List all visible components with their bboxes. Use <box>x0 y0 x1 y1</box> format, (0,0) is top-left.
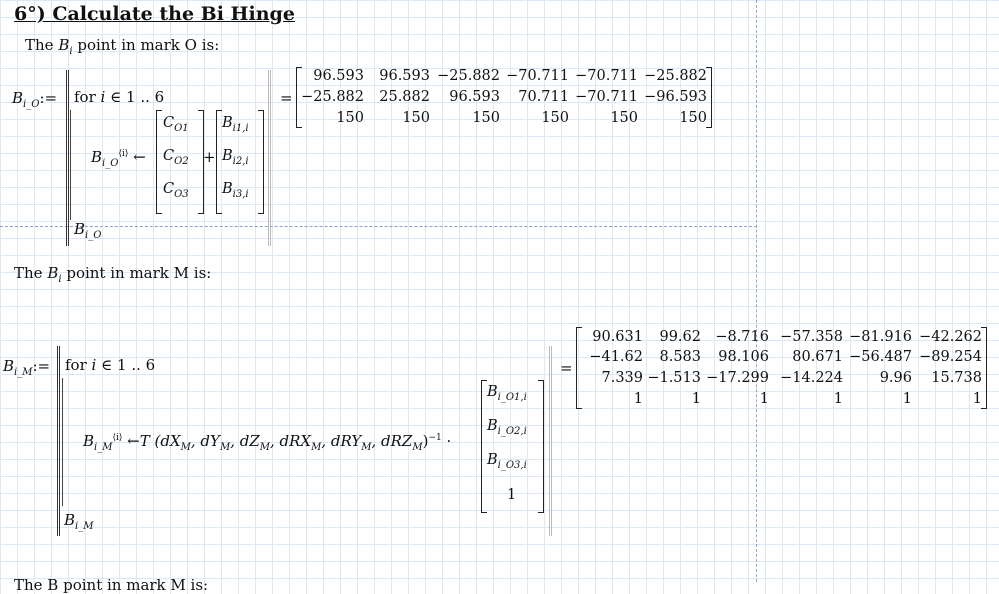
sec1-result-cell: 150 <box>336 110 364 126</box>
sec1-result-cell: 70.711 <box>518 89 569 105</box>
sec1-result-cell: 25.882 <box>379 89 430 105</box>
sec1-program-bar <box>66 70 69 246</box>
sec1-result-cell: −25.882 <box>437 68 500 84</box>
sec2-return[interactable]: $B_{i\_M}$ <box>64 511 94 532</box>
sec2-body-expr[interactable]: $B_{i\_M}^{⟨i⟩}$ ←T ($dX_M$, $dY_M$, $dZ_M$, dRX$_M$, dRY$_M$, dRZ$_M$)$^{-1}$ · <box>83 432 452 453</box>
sec2-vec-bracket-right <box>538 380 544 513</box>
sec1-result-cell: −70.711 <box>575 68 638 84</box>
sec2-result-cell: 80.671 <box>792 349 843 365</box>
sec1-cvec-bracket-left <box>156 110 162 214</box>
sec2-result-cell: 1 <box>759 391 769 407</box>
sec2-result-cell: −14.224 <box>780 370 843 386</box>
sec1-for-line[interactable]: for i ∈ 1 .. 6 <box>74 88 165 106</box>
sec1-return[interactable]: $B_{i\_O}$ <box>74 220 102 241</box>
sec2-result-cell: −17.299 <box>706 370 769 386</box>
sec1-equals: = <box>280 89 293 107</box>
sec2-region-bar <box>549 346 552 536</box>
sec2-result-cell: 8.583 <box>659 349 701 365</box>
sec2-result-cell: 99.62 <box>659 329 701 345</box>
sec2-result-cell: −8.716 <box>715 329 769 345</box>
sec2-equals: = <box>560 359 573 377</box>
sec2-result-cell: 9.96 <box>879 370 912 386</box>
sec2-program-bar <box>57 346 60 536</box>
sec2-result-cell: 1 <box>833 391 843 407</box>
sec1-plus: + <box>203 148 216 166</box>
sec1-result-cell: 96.593 <box>379 68 430 84</box>
sec2-result-cell: −42.262 <box>919 329 982 345</box>
sec1-loop-bar <box>70 110 71 220</box>
sec2-result-cell: 1 <box>902 391 912 407</box>
sec2-result-cell: −89.254 <box>919 349 982 365</box>
sec2-result-cell: −81.916 <box>849 329 912 345</box>
sec2-vec-cell: $B_{i\_O2,i}$ <box>487 418 527 437</box>
page-break-line <box>0 226 757 227</box>
sec1-result-cell: 150 <box>541 110 569 126</box>
sec2-vec-cell: $B_{i\_O3,i}$ <box>487 452 527 471</box>
sec2-result-cell: 98.106 <box>718 349 769 365</box>
sec1-lhs[interactable]: $B_{i\_O}:=$ <box>12 89 58 110</box>
sec2-result-cell: −41.62 <box>589 349 643 365</box>
sec1-result-cell: −70.711 <box>506 68 569 84</box>
sec1-cvec-cell: $C_{O1}$ <box>163 115 189 134</box>
sec1-result-cell: 150 <box>679 110 707 126</box>
sec2-result-cell: 7.339 <box>601 370 643 386</box>
sec1-bvec-cell: $B_{i3,i}$ <box>222 181 249 200</box>
sec2-vec-cell: $B_{i\_O1,i}$ <box>487 384 527 403</box>
sec2-result-cell: 90.631 <box>592 329 643 345</box>
sec2-result-cell: 15.738 <box>931 370 982 386</box>
sec2-text: The $B_i$ point in mark M is: <box>14 264 212 285</box>
sec2-result-cell: 1 <box>972 391 982 407</box>
sec1-result-cell: 96.593 <box>313 68 364 84</box>
sec2-lhs[interactable]: $B_{i\_M}:=$ <box>3 357 51 378</box>
sec1-bvec-cell: $B_{i2,i}$ <box>222 148 249 167</box>
sec1-result-cell: −96.593 <box>644 89 707 105</box>
sec1-result-cell: −25.882 <box>301 89 364 105</box>
section-title: 6°) Calculate the Bi Hinge <box>14 3 295 25</box>
footer-text: The B point in mark M is: <box>14 576 209 594</box>
sec2-result-cell: −1.513 <box>647 370 701 386</box>
sec2-result-cell: 1 <box>691 391 701 407</box>
sec2-result-cell: −57.358 <box>780 329 843 345</box>
sec2-vec-cell: 1 <box>507 487 517 503</box>
sec2-result-cell: 1 <box>633 391 643 407</box>
sec1-result-cell: 150 <box>472 110 500 126</box>
sec1-bvec-cell: $B_{i1,i}$ <box>222 115 249 134</box>
sec1-text: The $B_i$ point in mark O is: <box>25 36 220 57</box>
page-margin-line <box>756 0 757 582</box>
sec1-cvec-cell: $C_{O2}$ <box>163 148 189 167</box>
sec1-result-cell: 150 <box>402 110 430 126</box>
sec1-result-cell: 150 <box>610 110 638 126</box>
sec1-bvec-bracket-right <box>258 110 264 214</box>
sec1-cvec-cell: $C_{O3}$ <box>163 181 189 200</box>
sec1-body-lhs[interactable]: $B_{i\_O}^{⟨i⟩}$ ← <box>91 148 146 169</box>
sec1-result-cell: −70.711 <box>575 89 638 105</box>
sec1-region-bar <box>268 70 271 246</box>
sec1-result-cell: 96.593 <box>449 89 500 105</box>
sec2-loop-bar <box>62 378 63 506</box>
sec1-result-cell: −25.882 <box>644 68 707 84</box>
sec2-for-line[interactable]: for i ∈ 1 .. 6 <box>65 356 156 374</box>
sec2-result-cell: −56.487 <box>849 349 912 365</box>
